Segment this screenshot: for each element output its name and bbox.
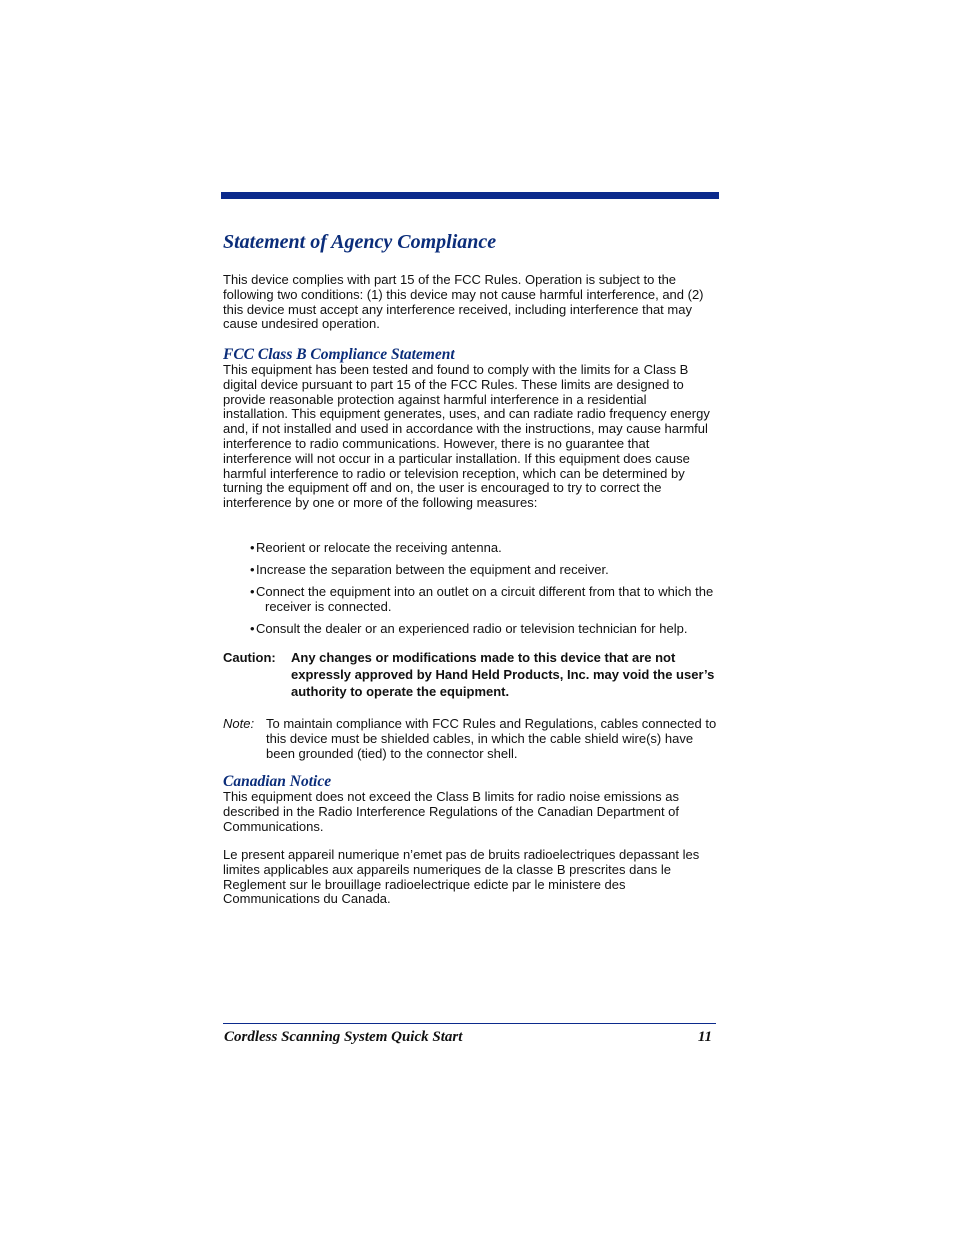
list-item xyxy=(250,585,720,615)
caution-text: Any changes or modifications made to this device that are not expressly approved by Hand Held Products, Inc. may void the user’s authority to operate the equipment. xyxy=(291,650,715,699)
header-rule xyxy=(221,192,719,199)
bullet-icon: • xyxy=(250,620,255,636)
measure-text: Increase the separation between the equipment and receiver. xyxy=(256,561,609,577)
fcc-heading: FCC Class B Compliance Statement xyxy=(223,346,455,363)
bullet-icon: • xyxy=(250,561,255,577)
note-block xyxy=(223,717,718,761)
caution-label: Caution: xyxy=(223,650,276,665)
footer-rule xyxy=(223,1023,716,1024)
measure-text: Consult the dealer or an experienced radio or television technician for help. xyxy=(256,620,688,636)
note-text: To maintain compliance with FCC Rules and Regulations, cables connected to this device must be shielded cables, in which the cable shield wire(s) have been grounded (tied) to the connector shell. xyxy=(266,716,717,761)
note-label: Note: xyxy=(223,716,255,731)
measure-text: Reorient or relocate the receiving antenna. xyxy=(256,540,502,555)
list-item xyxy=(250,541,720,556)
list-item xyxy=(250,622,720,637)
page-title: Statement of Agency Compliance xyxy=(223,231,497,253)
measures-list xyxy=(250,541,720,644)
caution-block xyxy=(223,649,718,700)
canadian-heading: Canadian Notice xyxy=(223,773,332,790)
fcc-paragraph: This equipment has been tested and found to comply with the limits for a Class B digital device pursuant to part 15 of the FCC Rules. These limits are designed to provide reasonable protection against harmful interference in a residential installation. This equipment generates, uses, and can radiate radio frequency energy and, if not installed and used in accordance with the instructions, may cause harmful interference to radio communications. However, there is no guarantee that interference will not occur in a particular installation. If this equipment does cause harmful interference to radio or television reception, which can be determined by turning the equipment off and on, the user is encouraged to try to correct the interference by one or more of the following measures: xyxy=(223,362,710,511)
bullet-icon: • xyxy=(250,583,255,599)
canadian-french-paragraph: Le present appareil numerique n’emet pas de bruits radioelectriques depassant les limites applicables aux appareils numeriques de la classe B prescrites dans le Reglement sur le brouillage radioelectrique edicte par le ministere des Communications du Canada. xyxy=(223,847,700,907)
intro-paragraph: This device complies with part 15 of the FCC Rules. Operation is subject to the following two conditions: (1) this device may not cause harmful interference, and (2) this device must accept any interference received, including interference that may cause undesired operation. xyxy=(223,272,704,332)
list-item xyxy=(250,563,720,578)
canadian-english-paragraph: This equipment does not exceed the Class B limits for radio noise emissions as described in the Radio Interference Regulations of the Canadian Department of Communications. xyxy=(223,789,680,834)
bullet-icon: • xyxy=(250,540,255,555)
measure-text: Connect the equipment into an outlet on a circuit different from that to which the receiver is connected. xyxy=(256,583,714,614)
page-number: 11 xyxy=(697,1029,712,1045)
footer-book-title: Cordless Scanning System Quick Start xyxy=(224,1029,463,1045)
